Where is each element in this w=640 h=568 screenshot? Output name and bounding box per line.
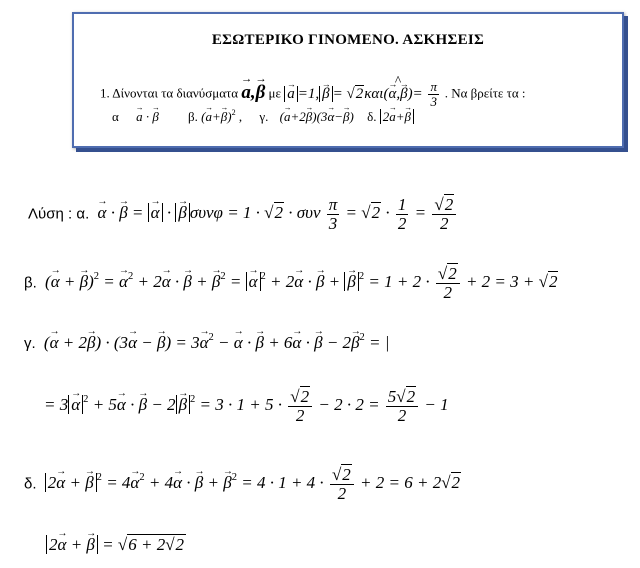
exercise-statement: 1. Δίνονται τα διανύσματα → a,→ β με → a =1,→ β = √2και(^ → α,→ β)= $\frac{\pi}{3}$ . Να βρείτε τα : [100,80,526,108]
solution-c-line2: = 3→ α $^2$ + 5→ α · → β − 2→ β $^2$ = 3 · 1 + 5 · $\frac{√2}{2}$ − 2 · 2 = $\frac{5√2}{2}$ − 1 [44,388,449,425]
solution-b-label: β. [24,274,37,292]
part-b-label: β. [188,109,198,125]
statement-kai: και [364,85,384,102]
solution-b: β. (→ α + → β)$^2$ = → $\alpha^2 + 2\to \alpha$ · → β + → $\beta^2$ = → α $^2$ + 2→ α · → β + → β $^2$ = 1 + 2 · $\frac{√2}{2}$ + 2 = 3 + √2 [24,265,558,302]
exercise-title: ΕΣΩΤΕΡΙΚΟ ΓΙΝΟΜΕΝΟ. ΑΣΚΗΣΕΙΣ [211,32,485,48]
solution-c-line1: γ. (→ α + 2→ β) · (3→ α − → $\beta) = 3\to \alpha^2$ − → α · → β + 6→ α · → $\beta - 2\to \beta^2$ = | [24,332,389,353]
statement-intro: Δίνονται τα διανύσματα [112,85,239,101]
part-a-label: α [112,109,119,125]
solution-label: Λύση : [28,205,73,223]
part-c-label: γ. [259,109,269,125]
statement-find: . Να βρείτε τα : [444,85,526,101]
problem-number: 1. [100,85,110,101]
exercise-box [72,12,624,148]
statement-me: με [268,85,281,101]
solution-d-line2: 2→ α + → β = √6 + 2√2 [46,535,186,555]
solution-a: Λύση : α. → α · → β = → α · → β συνφ = 1 · √2 · συν $\frac{\pi}{3}$ = √2 · $\frac{1}{2}$ = $\frac{√2}{2}$ [28,196,458,233]
solution-c-label: γ. [24,334,36,352]
part-d-label: δ. [367,109,377,125]
solution-a-label: α. [76,205,90,223]
exercise-parts: α → a · → β β. (→ a+→ β)$^2$ , γ. (→ a+2→ β)(3→ α−→ β) δ. 2→ a+→ β [112,108,414,125]
solution-d-label: δ. [24,475,37,493]
solution-d-line1: δ. 2→ α + → β $^2 = 4\to \alpha^2 + 4\to \alpha$ · → β + → $\beta^2 = 4 \cdot 1 + 4$ · $\frac{√2}{2}$ + 2 = 6 + 2√2 [24,466,461,503]
